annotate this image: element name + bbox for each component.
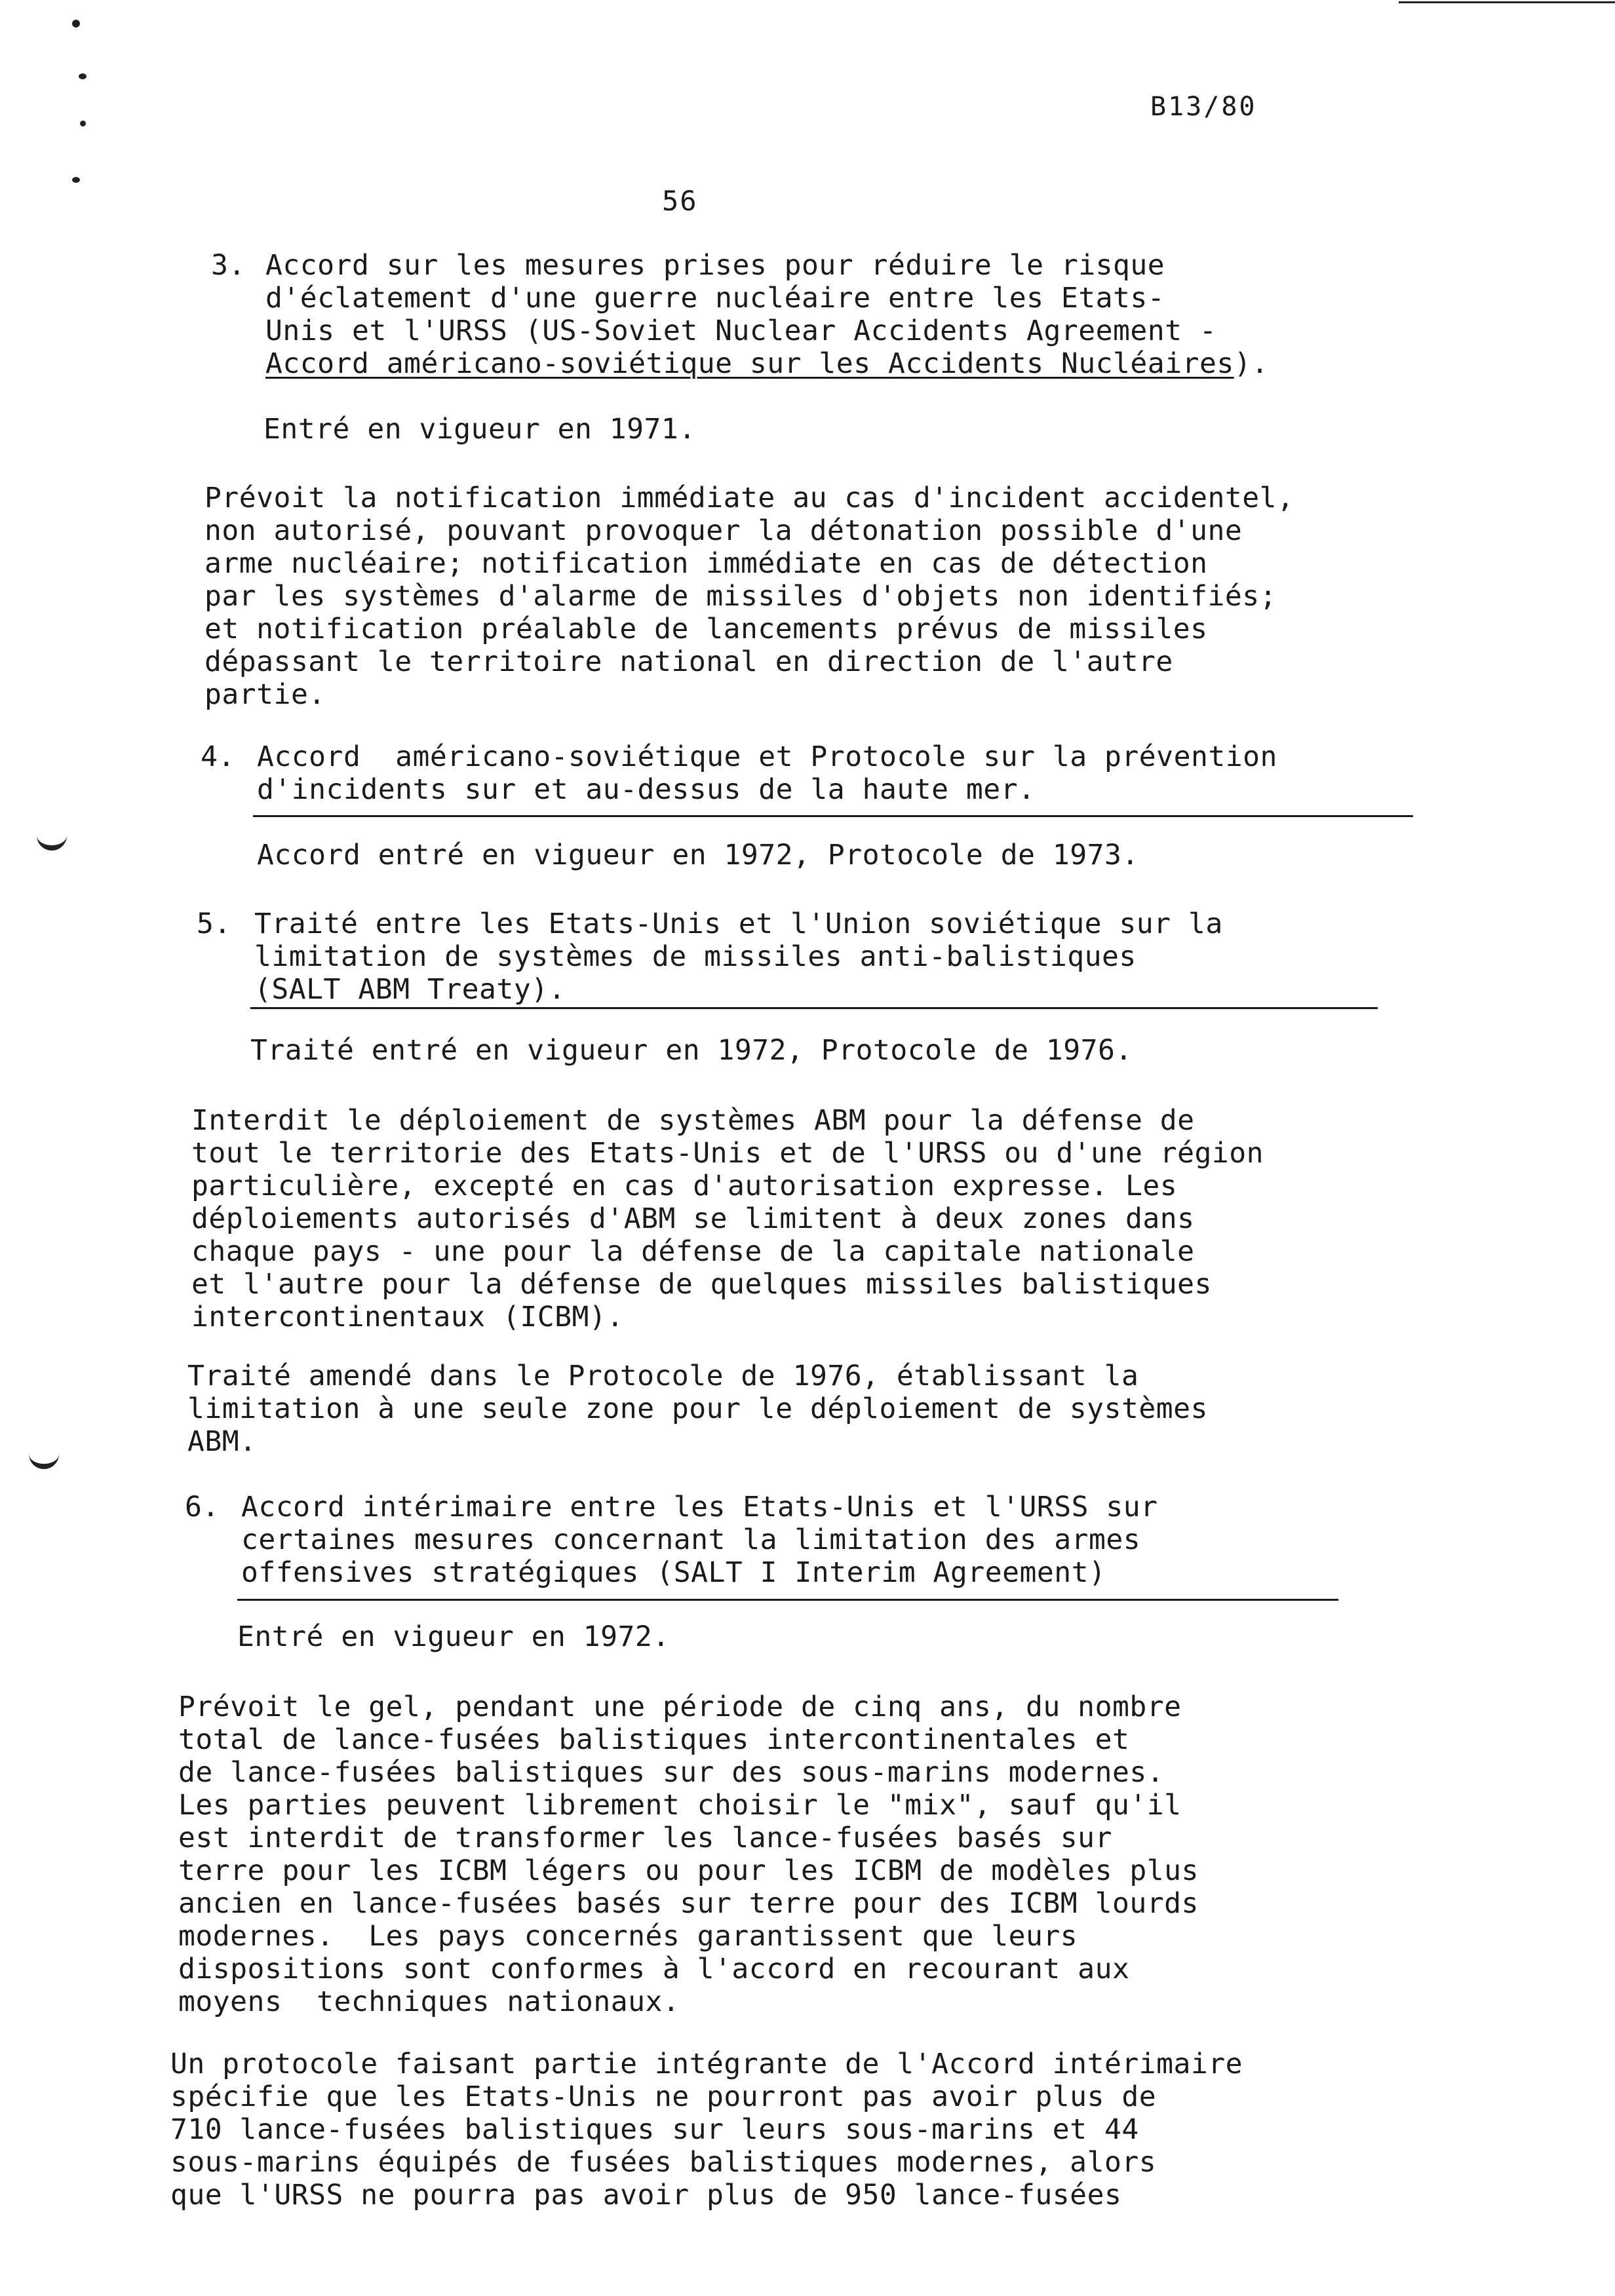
text-line: particulière, excepté en cas d'autorisation expresse. Les — [191, 1170, 1178, 1202]
text-line: ancien en lance-fusées basés sur terre pour des ICBM lourds — [178, 1887, 1199, 1920]
text-line: Prévoit le gel, pendant une période de cinq ans, du nombre — [178, 1691, 1182, 1723]
item-3-number: 3. — [211, 249, 246, 282]
scan-speck — [72, 20, 80, 28]
binder-mark — [29, 1449, 59, 1469]
item-5-number: 5. — [197, 908, 231, 940]
title-line: Traité entre les Etats-Unis et l'Union soviétique sur la — [254, 908, 1223, 940]
item-5-status: Traité entré en vigueur en 1972, Protocole de 1976. — [250, 1034, 1133, 1067]
text-line: et notification préalable de lancements prévus de missiles — [204, 613, 1208, 645]
text-line: terre pour les ICBM légers ou pour les ICBM de modèles plus — [178, 1854, 1199, 1887]
title-underline-rule — [237, 1599, 1338, 1601]
item-5-paragraph — [191, 1104, 1264, 1333]
text-line: Un protocole faisant partie intégrante de l'Accord intérimaire — [170, 2048, 1243, 2080]
item-3-title — [265, 249, 1269, 380]
title-line: Accord sur les mesures prises pour réduire le risque — [265, 249, 1165, 282]
text-line: tout le territorie des Etats-Unis et de l'URSS ou d'une région — [191, 1137, 1264, 1170]
title-line: certaines mesures concernant la limitation des armes — [241, 1523, 1141, 1556]
text-line: arme nucléaire; notification immédiate en cas de détection — [204, 547, 1208, 580]
title-underline-rule — [250, 1007, 1378, 1009]
text-line: moyens techniques nationaux. — [178, 1985, 680, 2018]
text-line: est interdit de transformer les lance-fusées basés sur — [178, 1822, 1112, 1854]
title-end: ). — [1234, 347, 1269, 380]
item-6-title — [241, 1491, 1158, 1589]
text-line: spécifie que les Etats-Unis ne pourront pas avoir plus de — [170, 2080, 1157, 2113]
text-line: sous-marins équipés de fusées balistiques modernes, alors — [170, 2146, 1157, 2179]
item-6-paragraph — [170, 2048, 1243, 2211]
text-line: non autorisé, pouvant provoquer la détonation possible d'une — [204, 514, 1243, 547]
text-line: limitation à une seule zone pour le déploiement de systèmes — [187, 1392, 1208, 1425]
title-underlined: (SALT ABM Treaty). — [254, 973, 566, 1006]
item-6-number: 6. — [185, 1491, 220, 1523]
item-4-number: 4. — [201, 740, 235, 773]
item-5-title — [254, 908, 1223, 1006]
item-6-status: Entré en vigueur en 1972. — [237, 1620, 670, 1653]
item-3-status: Entré en vigueur en 1971. — [263, 413, 696, 446]
text-line: Traité amendé dans le Protocole de 1976, établissant la — [187, 1360, 1139, 1392]
title-underlined: d'incidents sur et au-dessus de la haute mer. — [257, 773, 1036, 806]
scan-speck — [79, 73, 87, 79]
text-line: ABM. — [187, 1425, 257, 1458]
text-line: Les parties peuvent librement choisir le "mix", sauf qu'il — [178, 1789, 1182, 1822]
scan-speck — [80, 121, 86, 126]
title-underlined: offensives stratégiques (SALT I Interim Agreement) — [241, 1556, 1106, 1589]
text-line: dépassant le territoire national en direction de l'autre — [204, 645, 1173, 678]
text-line: de lance-fusées balistiques sur des sous-marins modernes. — [178, 1756, 1165, 1789]
title-line: limitation de systèmes de missiles anti-balistiques — [254, 940, 1137, 973]
text-line: intercontinentaux (ICBM). — [191, 1301, 624, 1333]
text-line: et l'autre pour la défense de quelques missiles balistiques — [191, 1268, 1212, 1301]
item-5-paragraph — [187, 1360, 1208, 1458]
text-line: 710 lance-fusées balistiques sur leurs sous-marins et 44 — [170, 2113, 1139, 2146]
binder-mark — [37, 831, 67, 851]
text-line: Interdit le déploiement de systèmes ABM pour la défense de — [191, 1104, 1195, 1137]
item-4-status: Accord entré en vigueur en 1972, Protocole de 1973. — [257, 839, 1139, 871]
text-line: Prévoit la notification immédiate au cas d'incident accidentel, — [204, 482, 1294, 514]
title-line: Accord américano-soviétique et Protocole sur la prévention — [257, 740, 1277, 773]
item-3-paragraph — [204, 482, 1294, 711]
text-line: modernes. Les pays concernés garantissent que leurs — [178, 1920, 1078, 1953]
item-4-title — [257, 740, 1277, 806]
title-line: Unis et l'URSS (US-Soviet Nuclear Accidents Agreement - — [265, 315, 1217, 347]
text-line: dispositions sont conformes à l'accord en recourant aux — [178, 1953, 1130, 1985]
text-line: chaque pays - une pour la défense de la capitale nationale — [191, 1235, 1195, 1268]
scan-speck — [72, 177, 80, 183]
scan-edge-line — [1399, 1, 1615, 3]
title-underline-rule — [253, 815, 1413, 817]
text-line: que l'URSS ne pourra pas avoir plus de 950 lance-fusées — [170, 2179, 1122, 2211]
page-number: 56 — [662, 185, 698, 217]
title-line: Accord intérimaire entre les Etats-Unis et l'URSS sur — [241, 1491, 1158, 1523]
document-reference: B13/80 — [1150, 92, 1257, 122]
text-line: par les systèmes d'alarme de missiles d'objets non identifiés; — [204, 580, 1277, 613]
title-underlined: Accord américano-soviétique sur les Accidents Nucléaires — [265, 347, 1234, 380]
text-line: partie. — [204, 678, 326, 711]
text-line: total de lance-fusées balistiques intercontinentales et — [178, 1723, 1130, 1756]
item-6-paragraph — [178, 1691, 1199, 2018]
title-line: d'éclatement d'une guerre nucléaire entre les Etats- — [265, 282, 1165, 315]
text-line: déploiements autorisés d'ABM se limitent à deux zones dans — [191, 1202, 1195, 1235]
